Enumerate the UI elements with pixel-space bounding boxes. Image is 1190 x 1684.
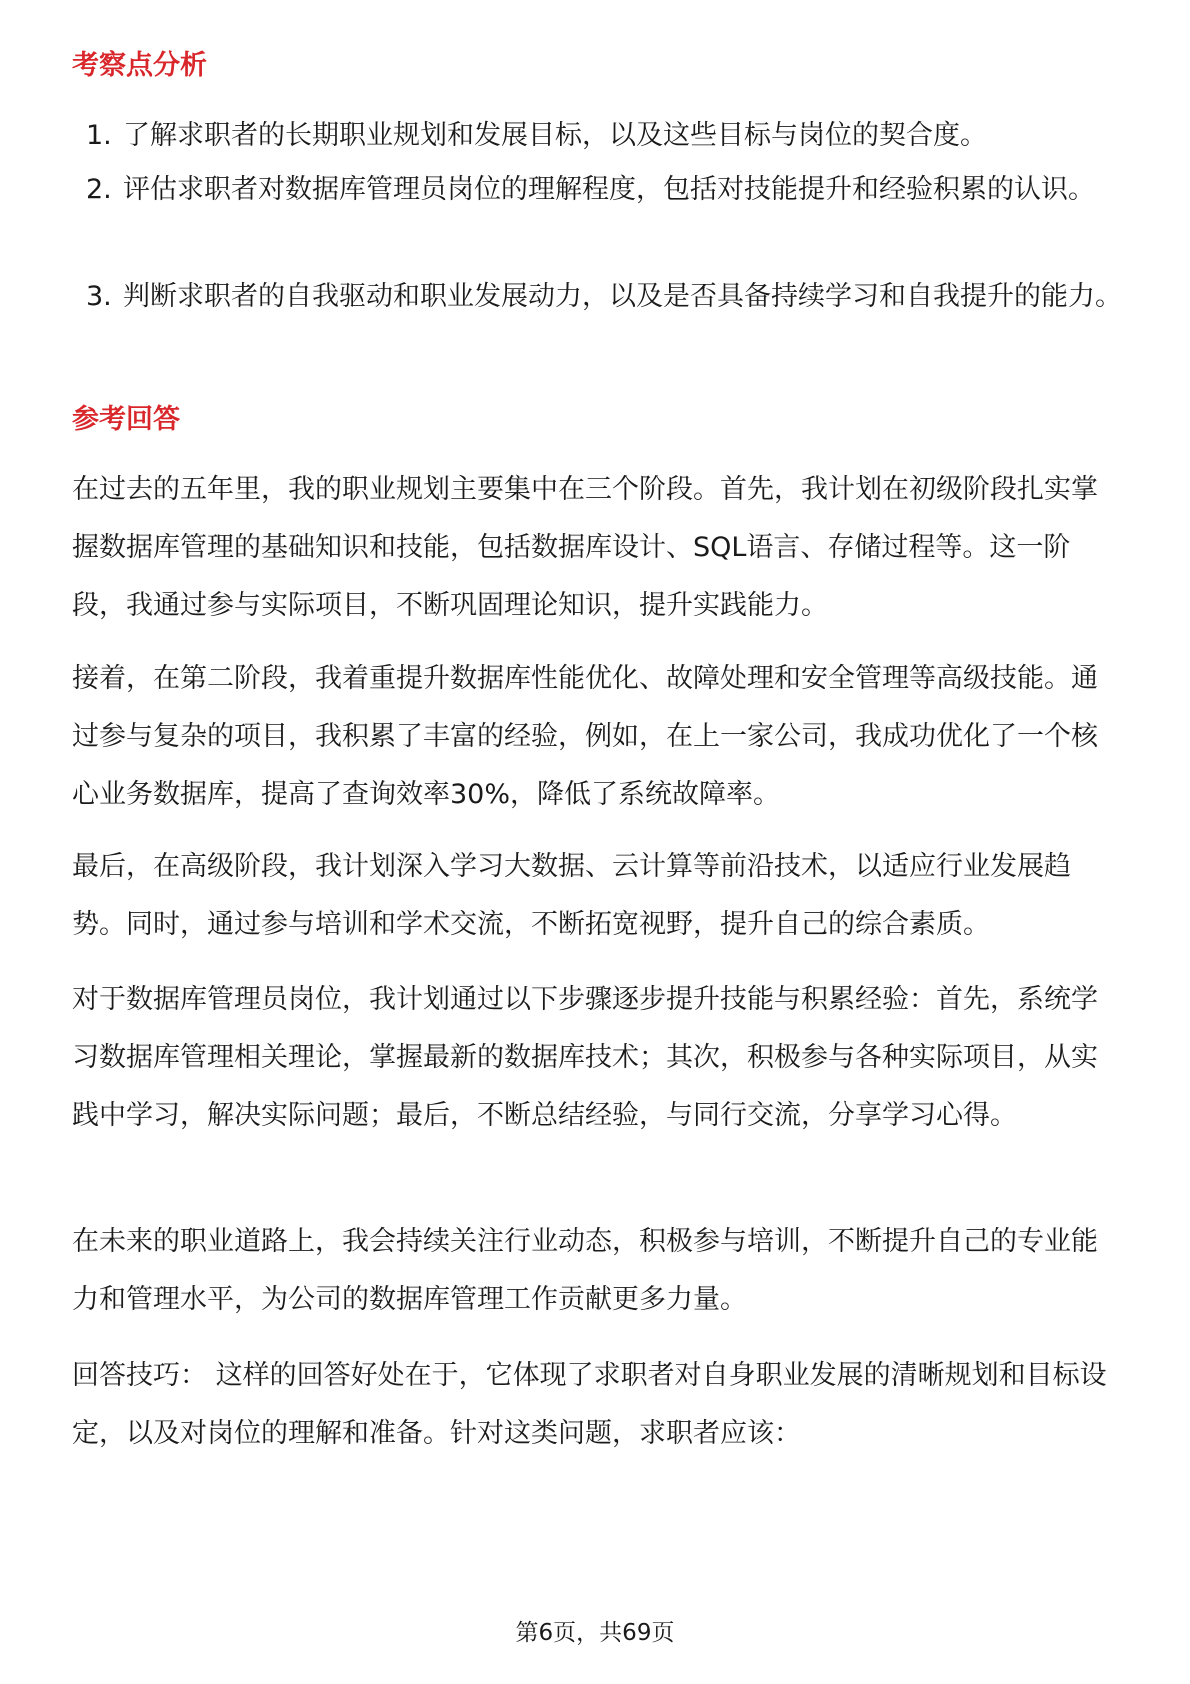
analysis-list-item <box>86 107 1122 165</box>
analysis-section-title: 考察点分析 <box>72 50 207 81</box>
answer-section-title: 参考回答 <box>72 404 180 435</box>
answer-tips-paragraph: 回答技巧： 这样的回答好处在于，它体现了求职者对自身职业发展的清晰规划和目标设定，以及对岗位的理解和准备。针对这类问题，求职者应该： <box>72 1360 1107 1449</box>
list-number: 2. <box>86 174 112 205</box>
list-item-text: 判断求职者的自我驱动和职业发展动力，以及是否具备持续学习和自我提升的能力。 <box>123 281 1122 312</box>
answer-paragraph: 在未来的职业道路上，我会持续关注行业动态，积极参与培训，不断提升自己的专业能力和管理水平，为公司的数据库管理工作贡献更多力量。 <box>72 1226 1098 1315</box>
answer-paragraph: 最后，在高级阶段，我计划深入学习大数据、云计算等前沿技术，以适应行业发展趋势。同时，通过参与培训和学术交流，不断拓宽视野，提升自己的综合素质。 <box>72 851 1071 940</box>
list-number: 3. <box>86 281 112 312</box>
list-item-text: 评估求职者对数据库管理员岗位的理解程度，包括对技能提升和经验积累的认识。 <box>123 174 1095 205</box>
answer-paragraph: 在过去的五年里，我的职业规划主要集中在三个阶段。首先，我计划在初级阶段扎实掌握数据库管理的基础知识和技能，包括数据库设计、SQL语言、存储过程等。这一阶段，我通过参与实际项目，不断巩固理论知识，提升实践能力。 <box>72 474 1098 621</box>
answer-paragraph: 对于数据库管理员岗位，我计划通过以下步骤逐步提升技能与积累经验：首先，系统学习数据库管理相关理论，掌握最新的数据库技术；其次，积极参与各种实际项目，从实践中学习，解决实际问题；最后，不断总结经验，与同行交流，分享学习心得。 <box>72 984 1098 1131</box>
answer-paragraph: 接着，在第二阶段，我着重提升数据库性能优化、故障处理和安全管理等高级技能。通过参与复杂的项目，我积累了丰富的经验，例如，在上一家公司，我成功优化了一个核心业务数据库，提高了查询效率30%，降低了系统故障率。 <box>72 663 1098 810</box>
analysis-list-item <box>86 161 1122 219</box>
list-item-text: 了解求职者的长期职业规划和发展目标，以及这些目标与岗位的契合度。 <box>123 120 987 151</box>
analysis-list-item <box>86 268 1122 326</box>
page-number: 第6页，共69页 <box>515 1620 675 1646</box>
list-number: 1. <box>86 120 112 151</box>
